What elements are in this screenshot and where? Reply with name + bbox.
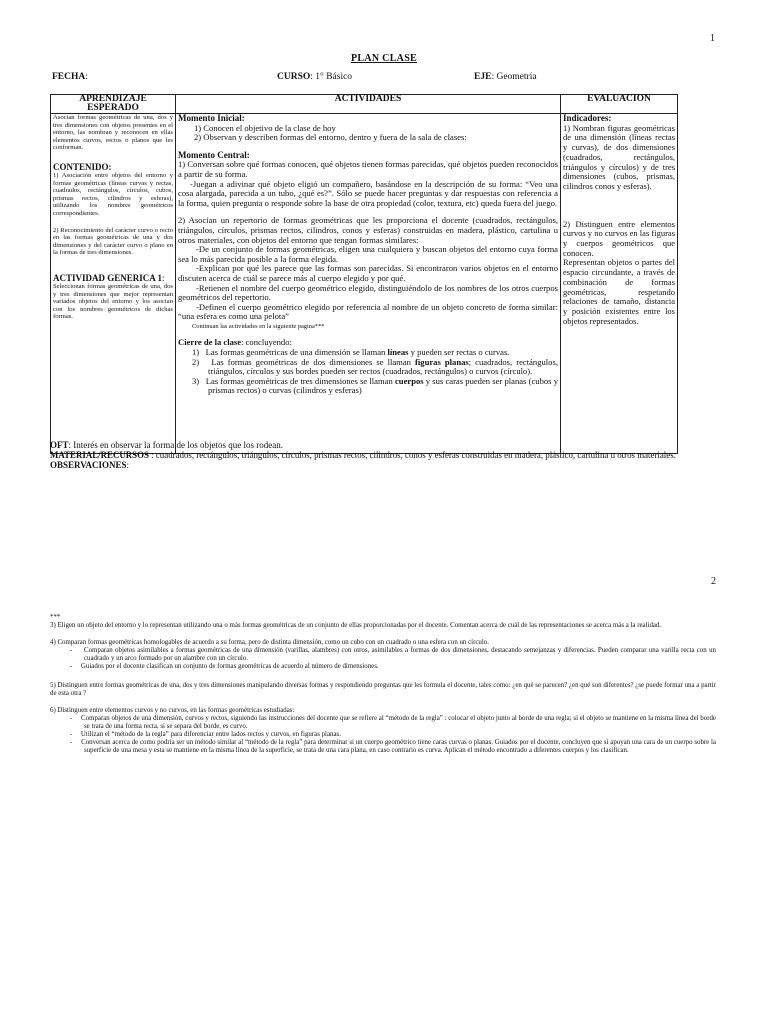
actividades-cell <box>176 114 561 454</box>
curso-field: CURSO: 1° Básico <box>277 72 353 82</box>
indicador-1: 1) Nombran figuras geométricas de una dimensión (líneas rectas y curvas), de dos dimensiones (cuadrados, rectángulos, triángulos y círculos) y de tres dimensiones (cubos, prismas, cilindros conos y esferas). <box>563 122 675 191</box>
aprendizaje-text: Asocian formas geométricas de una, dos y tres dimensiones con objetos presentes en el entorno, las nombran y reconocen en ellas elementos curvos, rectos o planos que les conforman. <box>53 114 173 152</box>
col-header-evaluacion: EVALUACION <box>561 95 678 114</box>
material-line: MATERIAL/RECURSOS : cuadrados, rectángulos, triángulos, círculos, prismas rectos, cilindros, conos y esferas construidas en madera, plástico, cartulina u otros materiales. <box>50 450 676 460</box>
observaciones-line: OBSERVACIONES: <box>50 460 130 470</box>
evaluacion-cell <box>561 114 678 454</box>
page-title: PLAN CLASE <box>350 53 418 64</box>
central-1: 1) Conversan sobre qué formas conocen, qué objetos tienen formas parecidas, qué objetos pueden reconocidos a partir de su forma. <box>178 159 558 179</box>
indicador-2: 2) Distinguen entre elementos curvos y no curvos en las figuras y cuerpos geométricos que conocen. <box>563 218 675 258</box>
cierre-3: 3) Las formas geométricas de tres dimensiones se llaman cuerpos y sus caras pueden ser planas (cubos y prismas rectos) o curvas (cilindros y esferas) <box>192 375 558 396</box>
item-5: 5) Distinguen entre formas geométricas de una, dos y tres dimensiones manipulando diversas formas y respondiendo preguntas que les formula el docente, tales como: ¿en qué se parecen? ¿en qué son diferentes? ¿se puede formar una a partir de esta otra ? <box>50 681 716 697</box>
actividad-generica-text: Seleccionan formas geométricas de una, dos y tres dimensiones que mejor representan variados objetos del entorno y los asocian con los nombres geométricos de dichas formas. <box>53 282 173 321</box>
item-4-bullet: - Comparan objetos asimilables a formas geométricas de una dimensión (varillas, alambres) con otros, asimilables a formas de dos dimensiones, destacando semejanzas y diferencias. Pueden comparar una varilla recta con un cuadrado y un arco formado por un alambre con un círculo. <box>70 647 716 663</box>
stars: *** <box>50 614 61 621</box>
central-2: 2) Asocian un repertorio de formas geométricas que les proporciona el docente (cuadrados, rectángulos, triángulos, círculos, prismas rectos, cilindros, conos y esferas) construidas en madera, plástico, cartulina u otros materiales, con objetos del entorno que tengan formas similares: <box>178 215 558 245</box>
momento-central-title: Momento Central: <box>178 149 250 160</box>
oft-line: OFT: Interés en observar la forma de los objetos que los rodean. <box>50 440 283 450</box>
indicador-3: Representan objetos o partes del espacio circundante, a través de combinación de formas geométricas, respetando relaciones de tamaño, distancia y posición existentes entre los objetos representados. <box>563 257 675 326</box>
page-number: 1 <box>710 33 715 44</box>
contenido-1: 1) Asociación entre objetos del entorno y formas geométricas (líneas curvas y rectas, cuadrados, rectángulos, círculos, cubos, prismas rectos, cilindros y esferas), utilizando los nombres geométricos correspondientes. <box>53 171 173 217</box>
col-header-actividades: ACTIVIDADES <box>176 95 561 114</box>
actividad-generica-title: ACTIVIDAD GENERICA 1: <box>53 272 165 283</box>
central-2b: -Explican por qué les parece que las formas son parecidas. Si encontraron varios objetos en el entorno discuten acerca de cuál se parece más al cuerpo elegido y por qué. <box>178 263 558 283</box>
central-2a: -De un conjunto de formas geométricas, eligen una cualquiera y buscan objetos del entorno cuya forma sea lo más parecida posible a la forma elegida. <box>178 244 558 264</box>
aprendizaje-cell <box>51 114 176 454</box>
inicial-item: 1) Conocen el objetivo de la clase de hoy <box>194 122 336 133</box>
central-2c: -Retienen el nombre del cuerpo geométrico elegido, distinguiéndolo de los nombres de los otros cuerpos geométricos del repertorio. <box>178 282 558 303</box>
indicadores-title: Indicadores: <box>563 113 612 123</box>
fecha-field: FECHA: <box>52 72 88 82</box>
cierre-2: 2) Las formas geométricas de dos dimensiones se llaman figuras planas; cuadrados, rectángulos, triángulos, círculos y sus bordes pueden ser rectos (cuadrados, rectángulos) o curvos (círculo). <box>192 356 558 377</box>
page2-content <box>50 614 716 755</box>
item-6-bullet: - Comparan objetos de una dimensión, curvos y rectos, siguiendo las instrucciones del docente que se refiere al “método de la regla” : colocar el objeto junto al borde de una regla; si el objeto se mantiene en la misma línea del borde se trata de una forma recta, si se separa del borde, es curvo. <box>70 714 716 730</box>
contenido-title: CONTENIDO: <box>53 161 112 172</box>
eje-field: EJE: Geometría <box>474 72 537 82</box>
plan-table <box>50 94 678 454</box>
item-3: 3) Eligen un objeto del entorno y lo representan utilizando una o más formas geométricas de un conjunto de ellas proporcionadas por el docente. Comentan acerca de cuál de las representaciones se acerca más a la realidad. <box>50 622 662 630</box>
central-1b: -Juegan a adivinar qué objeto eligió un compañero, basándose en la descripción de su forma: “Veo una cosa alargada, parecida a un tubo, ¿qué es?”. Sólo se puede hacer preguntas y dar respuestas con referencia a la forma, quien pregunta o responde sobre la base de otra propiedad (color, textura, etc) queda fuera del juego. <box>178 178 558 208</box>
cierre-title: Cierre de la clase: concluyendo: <box>178 337 292 348</box>
central-2d: -Definen el cuerpo geométrico elegido por referencia al nombre de un objeto concreto de forma similar: “una esfera es como una pelota” <box>178 301 558 322</box>
momento-inicial-title: Momento Inicial: <box>178 113 245 123</box>
item-6-bullet: - Conversan acerca de como podría ser un método similar al “método de la regla” para determinar si un cuerpo geométrico tiene caras curvas o planas. Guiados por el docente, concluyen que si apoyan una cara de un cuerpo sobre la superficie de una mesa y esta se mantiene en la misma línea de la superficie, se trata de una cara plana, en caso contrario es curva. Aplican el método encontrado a diferentes cuerpos y los clasifican. <box>70 739 716 755</box>
item-4-bullet: - Guiados por el docente clasifican un conjunto de formas geométricas de acuerdo al número de dimensiones. <box>70 663 379 671</box>
continuan-note: Continuan las actividades en la siguiente pagina*** <box>192 322 325 330</box>
item-6: 6) Distinguen entre elementos curvos y no curvos, en las formas geométricas estudiadas: <box>50 706 295 714</box>
inicial-item: 2) Observan y describen formas del entorno, dentro y fuera de la sala de clases: <box>194 132 467 143</box>
col-header-aprendizaje: APRENDIZAJE ESPERADO <box>51 95 176 114</box>
item-6-bullet: - Utilizan el “método de la regla” para diferenciar entre lados rectos y curvos, en figuras planas. <box>70 731 341 739</box>
contenido-2: 2) Reconocimiento del carácter curvo o recto en las formas geométricas de una y dos dimensiones y del carácter curvo o plano en la formas de tres dimensiones. <box>53 226 173 257</box>
cierre-1: 1) Las formas geométricas de una dimensión se llaman líneas y pueden ser rectas o curvas. <box>192 347 510 358</box>
page-number-2: 2 <box>711 576 716 587</box>
item-4: 4) Comparan formas geométricas homologables de acuerdo a su forma, pero de distinta dimensión, como un cubo con un cuadrado o una esfera con un círculo. <box>50 639 489 647</box>
